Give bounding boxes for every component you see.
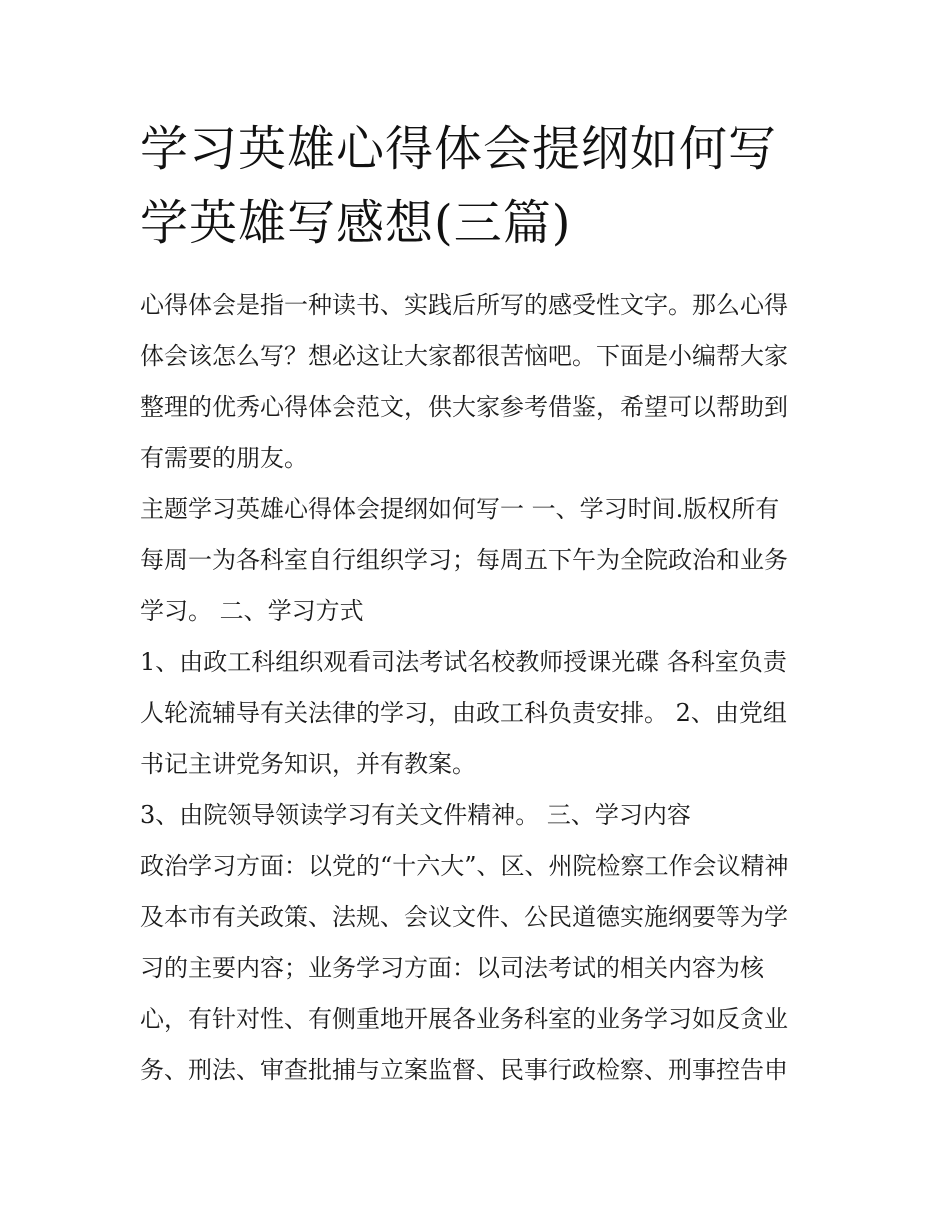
document-body: [140, 280, 830, 1096]
body-line: 心，有针对性、有侧重地开展各业务科室的业务学习如反贪业: [140, 1005, 788, 1033]
body-line: 心得体会是指一种读书、实践后所写的感受性文字。那么心得: [140, 291, 788, 319]
body-line: 每周一为各科室自行组织学习；每周五下午为全院政治和业务: [140, 546, 788, 574]
title-line-1: 学习英雄心得体会提纲如何写: [140, 121, 778, 177]
body-line: 1、由政工科组织观看司法考试名校教师授课光碟 各科室负责: [140, 648, 787, 676]
body-line: 整理的优秀心得体会范文，供大家参考借鉴，希望可以帮助到: [140, 393, 788, 421]
body-line: 有需要的朋友。: [140, 444, 308, 472]
body-line: 及本市有关政策、法规、会议文件、公民道德实施纲要等为学: [140, 903, 788, 931]
body-line: 书记主讲党务知识，并有教案。: [140, 750, 476, 778]
body-line: 人轮流辅导有关法律的学习，由政工科负责安排。 2、由党组: [140, 699, 787, 727]
body-line: 习的主要内容；业务学习方面：以司法考试的相关内容为核: [140, 954, 764, 982]
body-line: 政治学习方面：以党的“十六大”、区、州院检察工作会议精神: [140, 852, 789, 880]
body-line: 务、刑法、审查批捕与立案监督、民事行政检察、刑事控告申: [140, 1056, 788, 1084]
document-title: [140, 112, 830, 260]
title-line-2: 学英雄写感想(三篇): [140, 195, 572, 251]
body-line: 主题学习英雄心得体会提纲如何写一 一、学习时间.版权所有: [140, 495, 780, 523]
body-line: 体会该怎么写？想必这让大家都很苦恼吧。下面是小编帮大家: [140, 342, 788, 370]
body-line: 3、由院领导领读学习有关文件精神。 三、学习内容: [140, 801, 691, 829]
body-line: 学习。 二、学习方式: [140, 597, 364, 625]
